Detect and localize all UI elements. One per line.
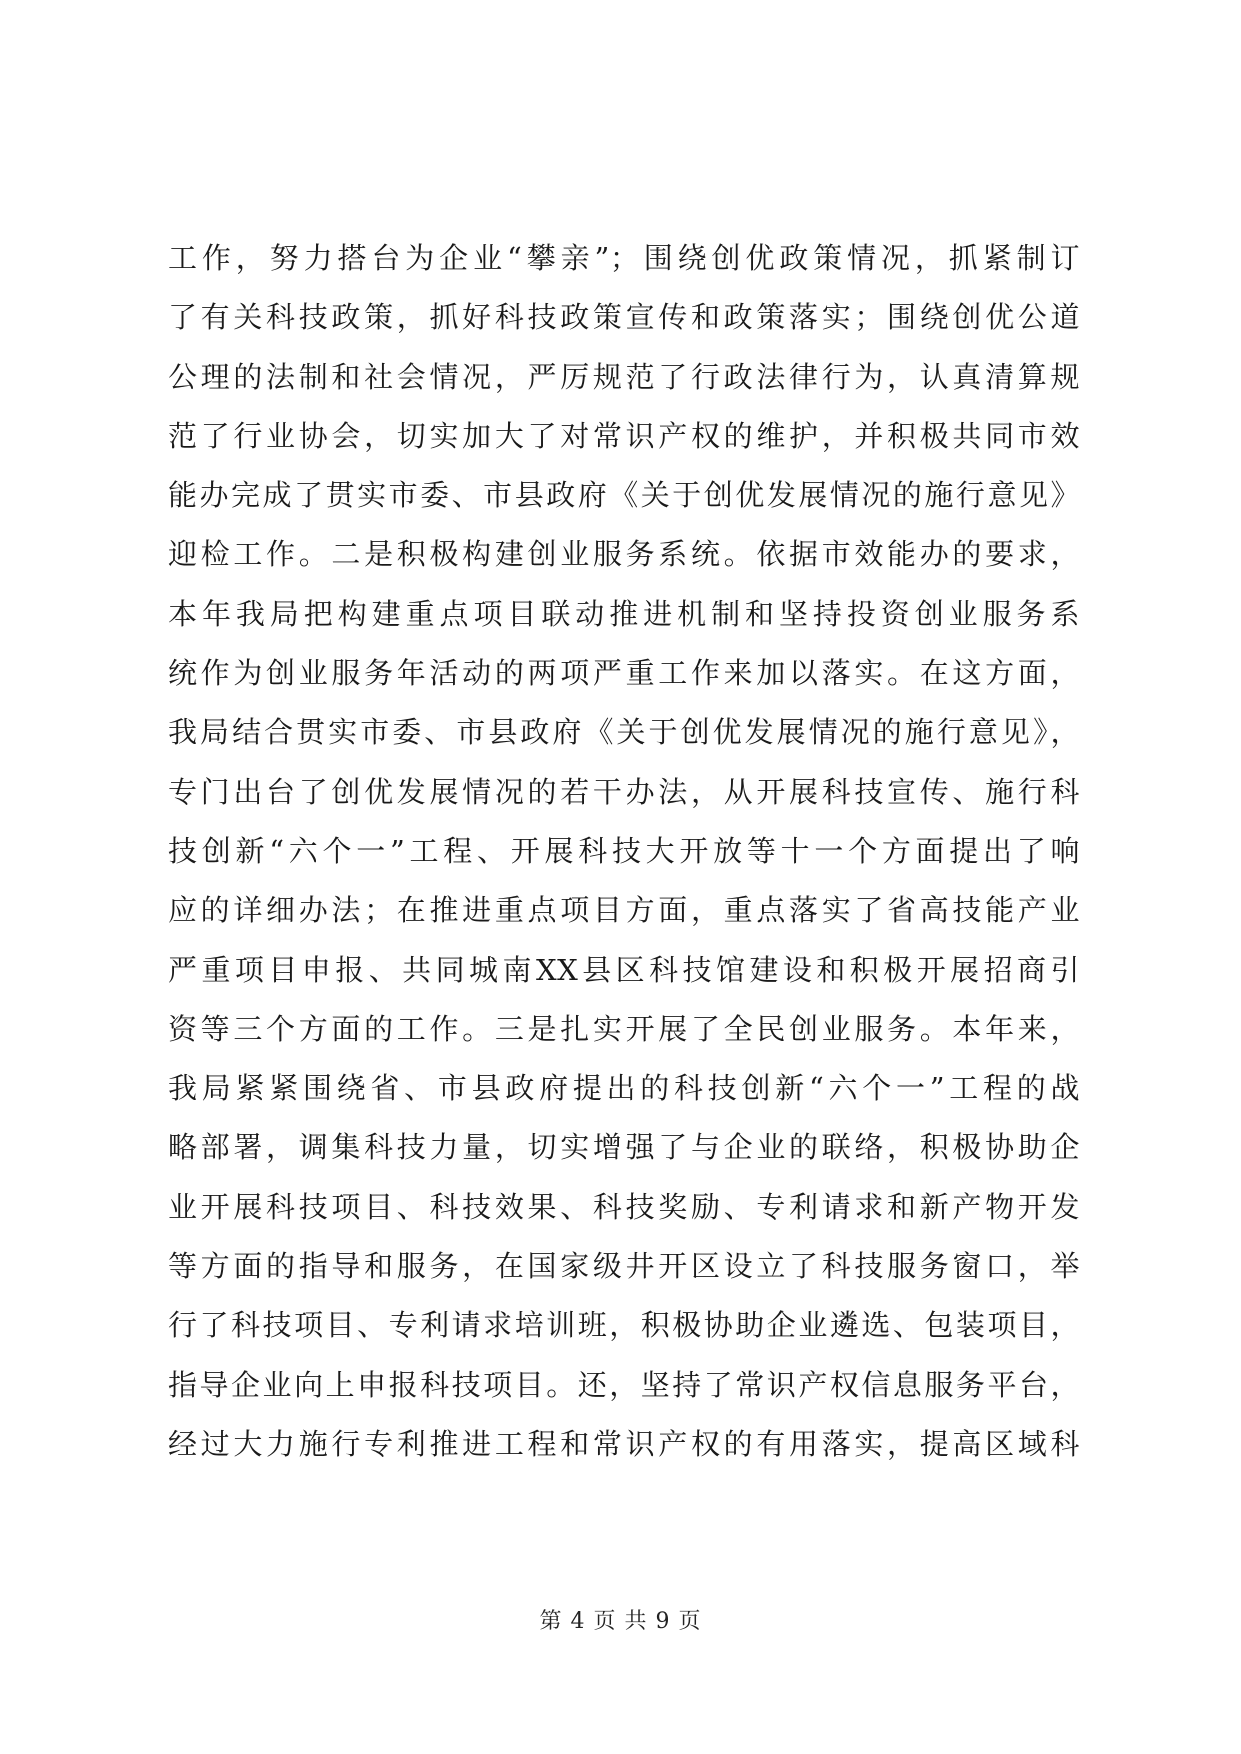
text-line: 技创新“六个一”工程、开展科技大开放等十一个方面提出了响 — [168, 833, 1080, 868]
text-line: 等方面的指导和服务，在国家级井开区设立了科技服务窗口，举 — [168, 1249, 1080, 1284]
text-line: 行了科技项目、专利请求培训班，积极协助企业遴选、包装项目， — [168, 1308, 1080, 1343]
text-line: 范了行业协会，切实加大了对常识产权的维护，并积极共同市效 — [168, 418, 1080, 453]
text-line: 本年我局把构建重点项目联动推进机制和坚持投资创业服务系 — [168, 596, 1080, 631]
body-text — [168, 229, 1080, 1474]
text-line: 工作，努力搭台为企业“攀亲”；围绕创优政策情况，抓紧制订 — [168, 241, 1080, 275]
text-line: 能办完成了贯实市委、市县政府《关于创优发展情况的施行意见》 — [168, 478, 1080, 513]
text-line: 迎检工作。二是积极构建创业服务系统。依据市效能办的要求， — [168, 537, 1080, 572]
page-footer — [0, 1604, 1241, 1635]
text-line: 资等三个方面的工作。三是扎实开展了全民创业服务。本年来， — [168, 1011, 1080, 1046]
text-line: 业开展科技项目、科技效果、科技奖励、专利请求和新产物开发 — [168, 1189, 1080, 1224]
text-line: 指导企业向上申报科技项目。还，坚持了常识产权信息服务平台， — [168, 1367, 1080, 1402]
text-line: 经过大力施行专利推进工程和常识产权的有用落实，提高区域科 — [168, 1426, 1080, 1461]
text-line: 公理的法制和社会情况，严厉规范了行政法律行为，认真清算规 — [168, 359, 1080, 394]
text-line: 专门出台了创优发展情况的若干办法，从开展科技宣传、施行科 — [168, 774, 1080, 809]
text-line: 统作为创业服务年活动的两项严重工作来加以落实。在这方面， — [168, 656, 1080, 691]
page-number: 第 4 页 共 9 页 — [539, 1609, 702, 1634]
text-line: 严重项目申报、共同城南XX县区科技馆建设和积极开展招商引 — [168, 952, 1080, 987]
text-line: 我局紧紧围绕省、市县政府提出的科技创新“六个一”工程的战 — [168, 1071, 1080, 1106]
text-line: 略部署，调集科技力量，切实增强了与企业的联络，积极协助企 — [168, 1130, 1080, 1165]
text-line: 应的详细办法；在推进重点项目方面，重点落实了省高技能产业 — [168, 893, 1080, 928]
text-line: 了有关科技政策，抓好科技政策宣传和政策落实；围绕创优公道 — [168, 300, 1080, 335]
text-line: 我局结合贯实市委、市县政府《关于创优发展情况的施行意见》， — [168, 715, 1080, 750]
